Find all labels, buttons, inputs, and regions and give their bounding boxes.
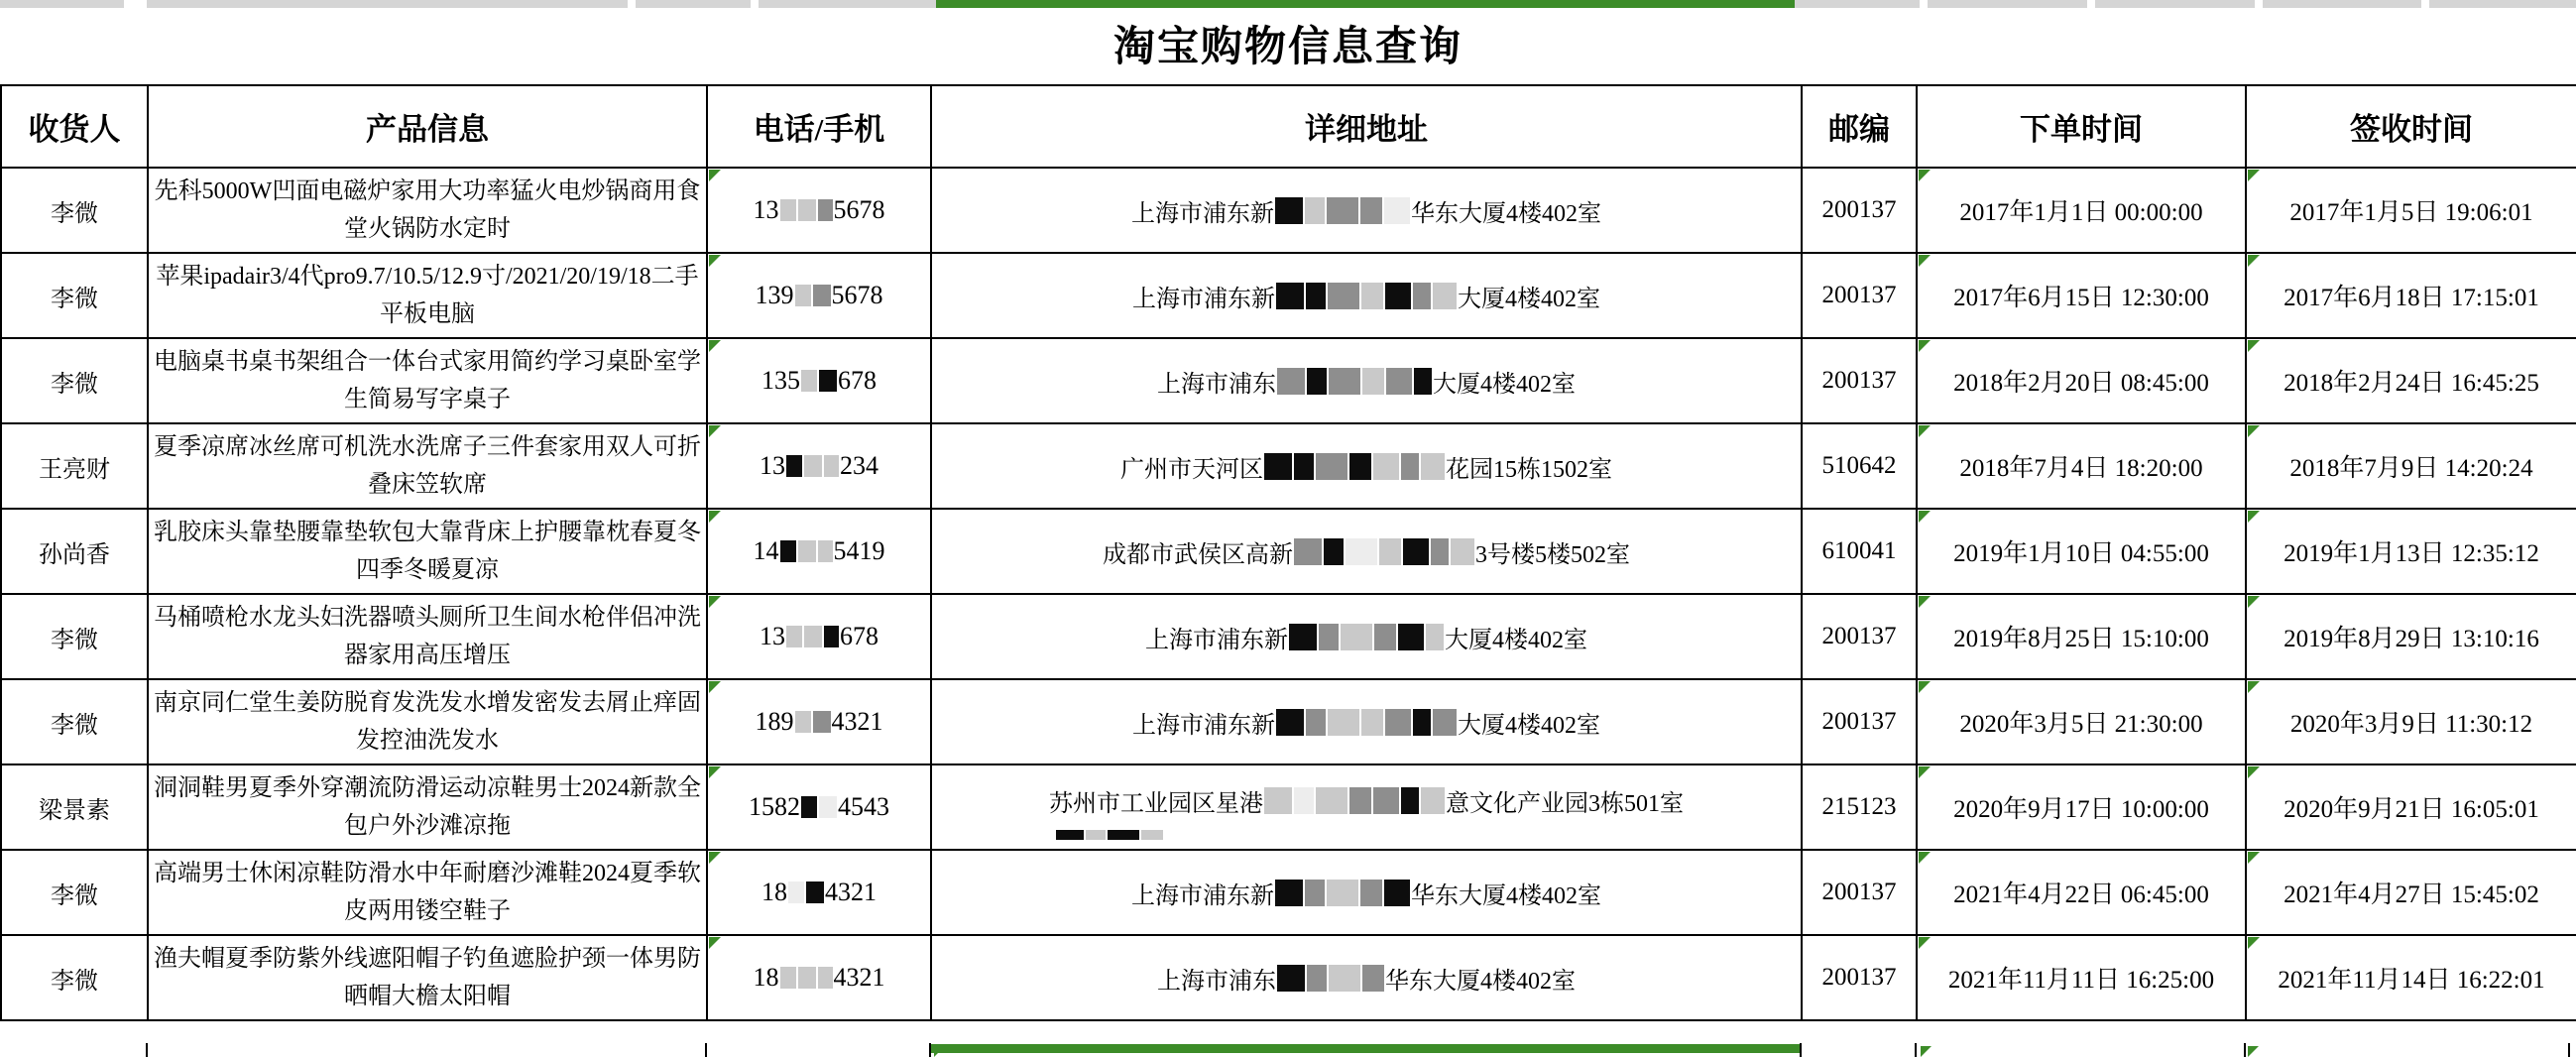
header-address[interactable]: 详细地址 (931, 85, 1802, 168)
cell-address[interactable]: 上海市浦东新 大厦4楼402室 (931, 679, 1802, 764)
header-sign-time[interactable]: 签收时间 (2246, 85, 2576, 168)
cell-recipient[interactable]: 李微 (1, 594, 148, 679)
phone-redaction (779, 540, 834, 562)
phone-redaction (794, 285, 832, 306)
error-indicator-triangle-icon (1919, 425, 1931, 437)
address-redaction (1263, 453, 1446, 480)
cell-zip[interactable]: 510642 (1802, 423, 1917, 509)
cell-sign-time[interactable]: 2019年1月13日 12:35:12 (2246, 509, 2576, 594)
cell-order-time[interactable]: 2019年8月25日 15:10:00 (1917, 594, 2246, 679)
grid-stub (1915, 1043, 1917, 1057)
grid-stub (705, 1043, 707, 1057)
table-row (1, 509, 2576, 594)
error-indicator-triangle-icon (1919, 170, 1931, 181)
cell-sign-time[interactable]: 2018年7月9日 14:20:24 (2246, 423, 2576, 509)
table-row (1, 168, 2576, 253)
address-redaction (1274, 197, 1411, 224)
cell-sign-time[interactable]: 2020年3月9日 11:30:12 (2246, 679, 2576, 764)
cell-address[interactable]: 上海市浦东 华东大厦4楼402室 (931, 935, 1802, 1020)
cell-address[interactable]: 上海市浦东新 大厦4楼402室 (931, 594, 1802, 679)
cell-order-time[interactable]: 2018年7月4日 18:20:00 (1917, 423, 2246, 509)
address-redaction (1275, 283, 1458, 309)
table-row (1, 850, 2576, 935)
cell-address[interactable]: 上海市浦东 大厦4楼402室 (931, 338, 1802, 423)
cell-phone[interactable]: 1582 4543 (707, 764, 931, 850)
address-redaction-line2 (936, 820, 1797, 832)
strip-gap (628, 0, 636, 8)
address-redaction (1276, 368, 1433, 395)
error-indicator-triangle-icon (1921, 1046, 1932, 1057)
error-indicator-triangle-icon (2248, 766, 2260, 778)
address-redaction (1263, 787, 1446, 814)
cell-recipient[interactable]: 李微 (1, 253, 148, 338)
grid-stub (2244, 1043, 2246, 1057)
cell-product[interactable]: 电脑桌书桌书架组合一体台式家用简约学习桌卧室学生简易写字桌子 (148, 338, 707, 423)
error-indicator-triangle-icon (2248, 596, 2260, 608)
address-redaction (1288, 624, 1445, 650)
cell-zip[interactable]: 610041 (1802, 509, 1917, 594)
selection-top-segment (936, 0, 1795, 8)
selected-cell-top-border (931, 1044, 1800, 1053)
cell-order-time[interactable]: 2019年1月10日 04:55:00 (1917, 509, 2246, 594)
error-indicator-triangle-icon (2248, 425, 2260, 437)
cell-order-time[interactable]: 2020年3月5日 21:30:00 (1917, 679, 2246, 764)
error-indicator-triangle-icon (1919, 596, 1931, 608)
grid-stub (1800, 1043, 1802, 1057)
error-indicator-triangle-icon (709, 425, 721, 437)
header-product[interactable]: 产品信息 (148, 85, 707, 168)
cell-recipient[interactable]: 李微 (1, 679, 148, 764)
phone-redaction (800, 796, 838, 818)
strip-gap (751, 0, 759, 8)
table-row (1, 679, 2576, 764)
error-indicator-triangle-icon (2248, 852, 2260, 864)
table-row (1, 935, 2576, 1020)
cell-phone[interactable]: 13 5678 (707, 168, 931, 253)
phone-redaction (779, 967, 834, 989)
cell-recipient[interactable]: 李微 (1, 338, 148, 423)
cell-phone[interactable]: 13 234 (707, 423, 931, 509)
cell-address[interactable]: 上海市浦东新 华东大厦4楼402室 (931, 168, 1802, 253)
cell-phone[interactable]: 18 4321 (707, 850, 931, 935)
cell-sign-time[interactable]: 2017年6月18日 17:15:01 (2246, 253, 2576, 338)
error-indicator-triangle-icon (709, 596, 721, 608)
error-indicator-triangle-icon (2248, 170, 2260, 181)
error-indicator-triangle-icon (1919, 852, 1931, 864)
error-indicator-triangle-icon (1919, 511, 1931, 523)
cell-zip[interactable]: 215123 (1802, 764, 1917, 850)
error-indicator-triangle-icon (709, 255, 721, 267)
error-indicator-triangle-icon (1919, 255, 1931, 267)
error-indicator-triangle-icon (709, 340, 721, 352)
cell-order-time[interactable]: 2020年9月17日 10:00:00 (1917, 764, 2246, 850)
cell-product[interactable]: 高端男士休闲凉鞋防滑水中年耐磨沙滩鞋2024夏季软皮两用镂空鞋子 (148, 850, 707, 935)
cell-phone[interactable]: 18 4321 (707, 935, 931, 1020)
page-title: 淘宝购物信息查询 (1112, 25, 1463, 70)
strip-gap (2421, 0, 2429, 8)
cell-recipient[interactable]: 梁景素 (1, 764, 148, 850)
purchase-info-table (0, 84, 2576, 1021)
error-indicator-triangle-icon (709, 511, 721, 523)
error-indicator-triangle-icon (709, 766, 721, 778)
error-indicator-triangle-icon (1919, 766, 1931, 778)
phone-redaction (785, 455, 840, 477)
cell-recipient[interactable]: 李微 (1, 935, 148, 1020)
header-recipient[interactable]: 收货人 (1, 85, 148, 168)
table-row (1, 594, 2576, 679)
table-row (1, 423, 2576, 509)
strip-gap (124, 0, 147, 8)
error-indicator-triangle-icon (709, 937, 721, 949)
cell-recipient[interactable]: 孙尚香 (1, 509, 148, 594)
address-redaction (1274, 880, 1411, 906)
cell-product[interactable]: 夏季凉席冰丝席可机洗水洗席子三件套家用双人可折叠床笠软席 (148, 423, 707, 509)
cell-recipient[interactable]: 李微 (1, 850, 148, 935)
cell-zip[interactable]: 200137 (1802, 253, 1917, 338)
address-redaction (1275, 709, 1458, 736)
cell-product[interactable]: 乳胶床头靠垫腰靠垫软包大靠背床上护腰靠枕春夏冬四季冬暖夏凉 (148, 509, 707, 594)
cell-phone[interactable]: 14 5419 (707, 509, 931, 594)
error-indicator-triangle-icon (709, 852, 721, 864)
cell-sign-time[interactable]: 2019年8月29日 13:10:16 (2246, 594, 2576, 679)
error-indicator-triangle-icon (2248, 255, 2260, 267)
cell-recipient[interactable]: 李微 (1, 168, 148, 253)
strip-gap (1920, 0, 1928, 8)
phone-redaction (785, 626, 840, 647)
table-row (1, 338, 2576, 423)
strip-gap (2255, 0, 2263, 8)
phone-redaction (787, 881, 825, 903)
cell-order-time[interactable]: 2021年4月22日 06:45:00 (1917, 850, 2246, 935)
cell-phone[interactable]: 139 5678 (707, 253, 931, 338)
cell-order-time[interactable]: 2018年2月20日 08:45:00 (1917, 338, 2246, 423)
cell-order-time[interactable]: 2021年11月11日 16:25:00 (1917, 935, 2246, 1020)
grid-stub (146, 1043, 148, 1057)
cell-phone[interactable]: 189 4321 (707, 679, 931, 764)
header-phone[interactable]: 电话/手机 (707, 85, 931, 168)
table-row (1, 253, 2576, 338)
cell-order-time[interactable]: 2017年6月15日 12:30:00 (1917, 253, 2246, 338)
cell-sign-time[interactable]: 2018年2月24日 16:45:25 (2246, 338, 2576, 423)
phone-redaction (800, 370, 838, 392)
phone-redaction (794, 711, 832, 733)
address-redaction (1293, 538, 1475, 565)
error-indicator-triangle-icon (2248, 1046, 2259, 1057)
cell-address[interactable]: 上海市浦东新 华东大厦4楼402室 (931, 850, 1802, 935)
cell-sign-time[interactable]: 2021年4月27日 15:45:02 (2246, 850, 2576, 935)
cell-address[interactable]: 苏州市工业园区星港 意文化产业园3栋501室 (931, 764, 1802, 850)
cell-address[interactable]: 上海市浦东新 大厦4楼402室 (931, 253, 1802, 338)
table-row (1, 764, 2576, 850)
cell-phone[interactable]: 135 678 (707, 338, 931, 423)
error-indicator-triangle-icon (709, 681, 721, 693)
cell-recipient[interactable]: 王亮财 (1, 423, 148, 509)
cell-product[interactable]: 先科5000W凹面电磁炉家用大功率猛火电炒锅商用食堂火锅防水定时 (148, 168, 707, 253)
cell-product[interactable]: 渔夫帽夏季防紫外线遮阳帽子钓鱼遮脸护颈一体男防晒帽大檐太阳帽 (148, 935, 707, 1020)
header-order-time[interactable]: 下单时间 (1917, 85, 2246, 168)
cell-phone[interactable]: 13 678 (707, 594, 931, 679)
error-indicator-triangle-icon (1919, 681, 1931, 693)
error-indicator-triangle-icon (2248, 937, 2260, 949)
grid-stub (2568, 1043, 2570, 1057)
cell-product[interactable]: 南京同仁堂生姜防脱育发洗发水增发密发去屑止痒固发控油洗发水 (148, 679, 707, 764)
cell-zip[interactable]: 200137 (1802, 594, 1917, 679)
cell-sign-time[interactable]: 2020年9月21日 16:05:01 (2246, 764, 2576, 850)
error-indicator-triangle-icon (2248, 340, 2260, 352)
header-row (1, 85, 2576, 168)
cell-order-time[interactable]: 2017年1月1日 00:00:00 (1917, 168, 2246, 253)
header-zip[interactable]: 邮编 (1802, 85, 1917, 168)
phone-redaction (779, 199, 834, 221)
error-indicator-triangle-icon (1919, 937, 1931, 949)
sheet-top-strip (0, 0, 2576, 8)
error-indicator-triangle-icon (2248, 681, 2260, 693)
cell-zip[interactable]: 200137 (1802, 338, 1917, 423)
cell-product[interactable]: 洞洞鞋男夏季外穿潮流防滑运动凉鞋男士2024新款全包户外沙滩凉拖 (148, 764, 707, 850)
error-indicator-triangle-icon (1919, 340, 1931, 352)
address-redaction (1276, 965, 1385, 992)
cell-sign-time[interactable]: 2017年1月5日 19:06:01 (2246, 168, 2576, 253)
cell-sign-time[interactable]: 2021年11月14日 16:22:01 (2246, 935, 2576, 1020)
cell-address[interactable]: 广州市天河区 花园15栋1502室 (931, 423, 1802, 509)
cell-address[interactable]: 成都市武侯区高新 3号楼5楼502室 (931, 509, 1802, 594)
cell-product[interactable]: 苹果ipadair3/4代pro9.7/10.5/12.9寸/2021/20/19/18二手平板电脑 (148, 253, 707, 338)
cell-zip[interactable]: 200137 (1802, 850, 1917, 935)
cell-zip[interactable]: 200137 (1802, 679, 1917, 764)
error-indicator-triangle-icon (709, 170, 721, 181)
error-indicator-triangle-icon (934, 1046, 945, 1057)
error-indicator-triangle-icon (2248, 511, 2260, 523)
cell-zip[interactable]: 200137 (1802, 168, 1917, 253)
cell-product[interactable]: 马桶喷枪水龙头妇洗器喷头厕所卫生间水枪伴侣冲洗器家用高压增压 (148, 594, 707, 679)
strip-gap (2087, 0, 2095, 8)
cell-zip[interactable]: 200137 (1802, 935, 1917, 1020)
